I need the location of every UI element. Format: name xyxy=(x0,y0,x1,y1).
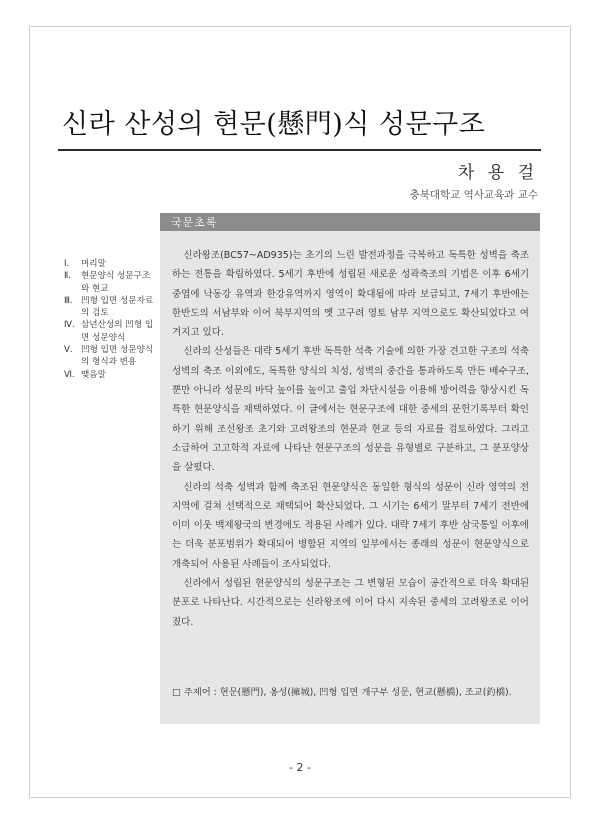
toc-label: 머리말 xyxy=(81,259,106,269)
toc-number: Ⅵ. xyxy=(64,369,75,380)
toc-item xyxy=(64,344,158,369)
toc-label: 맺음말 xyxy=(81,369,106,380)
abstract-heading: 국문초록 xyxy=(171,216,218,229)
toc-number: Ⅴ. xyxy=(64,345,73,356)
toc-label: 삼년산성의 凹형 입면 성문양식 xyxy=(81,320,154,343)
abstract-paragraph: 신라의 석축 성벽과 함께 축조된 현문양식은 동일한 형식의 성문이 신라 영역의 전 지역에 걸쳐 선택적으로 채택되어 확산되었다. 그 시기는 6세기 말부터 7세기 전반에 이미 이웃 백제왕국의 변경에도 적용된 사례가 있다. 대략 7세기 후반 삼국통일 이후에는 더욱 분포범위가 확대되어 병합된 지역의 일부에서는 종래의 성문이 현문양식으로 개축되어 사용된 사례들이 조사되었다. xyxy=(172,481,529,570)
toc-number: Ⅰ. xyxy=(64,259,70,269)
author-name: 차 용 걸 xyxy=(457,163,538,183)
abstract-paragraph: 신라왕조(BC57~AD935)는 초기의 느린 발전과정을 극복하고 독특한 성벽을 축조하는 전통을 확립하였다. 5세기 후반에 성립된 새로운 성곽축조의 기법은 이후 6세기 중엽에 낙동강 유역과 한강유역까지 영역이 확대됨에 따라 보급되고, 7세기 후반에는 한반도의 서남부와 이어 북부지역의 옛 고구려 영토 남부 지역으로도 확산되었다고 여겨지고 있다. xyxy=(172,250,529,339)
toc-item xyxy=(64,258,158,270)
toc-item xyxy=(64,295,158,320)
toc-number: Ⅲ. xyxy=(64,295,73,306)
title-divider xyxy=(58,149,541,151)
keywords: □ 주제어 : 현문(懸門), 옹성(擁城), 凹형 입면 개구부 성문, 현교(懸橋), 조교(釣橋). xyxy=(172,687,512,698)
toc-number: Ⅱ. xyxy=(64,271,71,282)
toc-label: 凹형 입면 성문자료의 검토 xyxy=(81,295,154,319)
abstract-box xyxy=(160,213,540,724)
toc-label: 현문양식 성문구조와 현교 xyxy=(81,271,151,294)
abstract-body xyxy=(172,246,529,632)
page-number: - 2 - xyxy=(289,761,311,774)
table-of-contents xyxy=(64,258,158,381)
author-affiliation: 충북대학교 역사교육과 교수 xyxy=(409,189,538,201)
toc-label: 凹형 입면 성문양식의 형식과 변용 xyxy=(81,345,154,368)
abstract-paragraph: 신라의 산성들은 대략 5세기 후반 독특한 석축 기술에 의한 가장 견고한 구조의 석축 성벽의 축조 이외에도, 독특한 양식의 치성, 성벽의 중간을 통과하도록 만든 배수구조, 뿐만 아니라 성문의 바닥 높이를 높이고 출입 차단시설을 이용해 방어력을 향상시킨 독특한 현문양식을 채택하였다. 이 글에서는 현문구조에 대한 중세의 문헌기록부터 확인하기 위해 조선왕조 초기와 고려왕조의 현문과 현교 등의 자료를 검토하였다. 그리고 소급하여 고고학적 자료에 나타난 현문구조의 성문을 유형별로 구분하고, 그 분포양상을 살폈다. xyxy=(172,346,529,474)
toc-item xyxy=(64,270,158,295)
abstract-header xyxy=(160,213,540,231)
toc-item xyxy=(64,369,158,381)
toc-number: Ⅳ. xyxy=(64,320,75,331)
page-title: 신라 산성의 현문(懸門)식 성문구조 xyxy=(62,109,486,140)
abstract-paragraph: 신라에서 성립된 현문양식의 성문구조는 그 변형된 모습이 공간적으로 더욱 확대된 분포로 나타난다. 시간적으로는 신라왕조에 이어 다시 지속된 중세의 고려왕조로 이어졌다. xyxy=(172,578,529,628)
toc-item xyxy=(64,319,158,344)
